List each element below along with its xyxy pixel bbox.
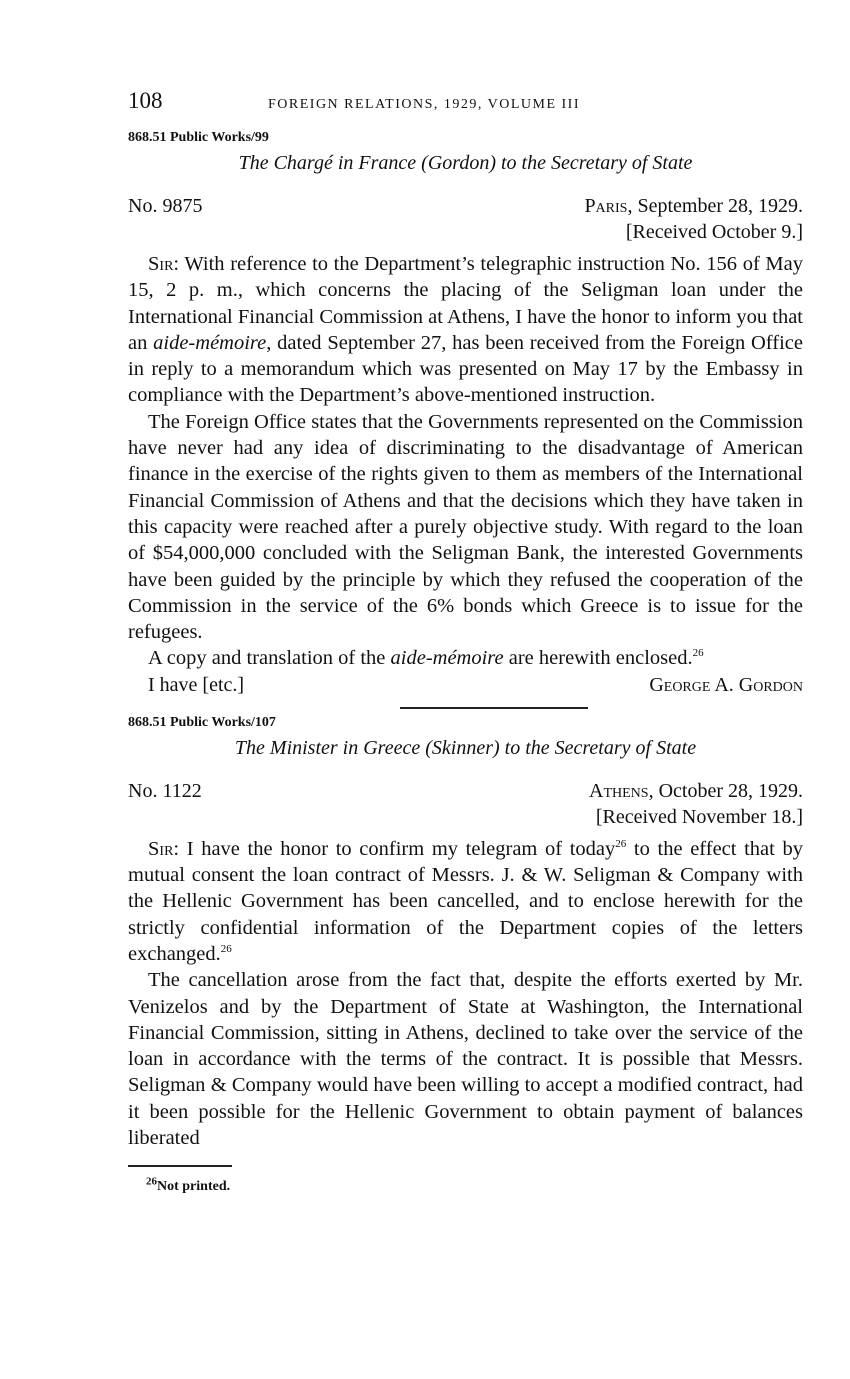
running-title: FOREIGN RELATIONS, 1929, VOLUME III xyxy=(268,97,581,112)
heading-text: The Chargé in France ( xyxy=(238,152,428,174)
footnote xyxy=(128,1175,803,1195)
received-date: [Received November 18.] xyxy=(595,805,803,828)
heading-name: Skinner xyxy=(431,736,493,759)
dateline xyxy=(128,193,803,219)
text: to the effect that by mutual consent the loan contract of Messrs. J. & W. Seligman & Company with the Hellenic Government has been cancelled, and to enclose herewith for the strictly confidential information of the Department copies of the letters exchanged. xyxy=(128,837,803,965)
heading-text: The Minister in Greece ( xyxy=(234,736,432,759)
paragraph xyxy=(128,836,803,967)
page-number: 108 xyxy=(128,88,163,113)
document-page xyxy=(128,88,803,1195)
date: , October 28, 1929. xyxy=(648,779,803,802)
footnote-rule xyxy=(128,1165,232,1167)
place-date xyxy=(584,193,803,219)
dateline xyxy=(128,778,803,804)
document-heading xyxy=(128,152,803,175)
closing-line xyxy=(128,672,803,698)
text: : I have the honor to confirm my telegram of today xyxy=(173,837,616,860)
italic-term: aide-mémoire xyxy=(390,647,504,670)
footnote-ref: 26 xyxy=(220,943,232,956)
section-divider xyxy=(400,707,588,709)
paragraph xyxy=(128,251,803,409)
text: A copy and translation of the xyxy=(148,647,391,670)
place: Paris xyxy=(584,195,628,217)
dispatch-number: No. 1122 xyxy=(128,779,202,802)
italic-term: aide-mémoire xyxy=(153,331,267,354)
document-heading xyxy=(128,737,803,760)
file-reference: 868.51 Public Works/99 xyxy=(128,130,269,145)
file-reference: 868.51 Public Works/107 xyxy=(128,714,276,730)
place-date xyxy=(589,778,803,804)
paragraph xyxy=(128,645,803,671)
footnote-marker: 26 xyxy=(146,1175,157,1188)
salutation: Sir xyxy=(148,837,174,860)
dispatch-number: No. 9875 xyxy=(128,195,203,217)
paragraph: The cancellation arose from the fact that, despite the efforts exerted by Mr. Venizelos and by the Department of State at Washington, the International Financial Commission, sitting in Athens, declined to take over the service of the loan in accordance with the terms of the contract. It is possible that Messrs. Seligman & Company would have been willing to accept a modified contract, had it been possible for the Hellenic Government to obtain payment of balances liberated xyxy=(128,969,803,1150)
place: Athens xyxy=(589,779,649,802)
running-header xyxy=(128,88,803,120)
heading-text: ) to the Secretary of State xyxy=(492,736,697,759)
salutation: Sir xyxy=(148,253,174,275)
footnote-ref: 26 xyxy=(615,837,627,850)
heading-text: ) to the Secretary of State xyxy=(489,152,693,174)
text: are herewith enclosed. xyxy=(503,647,693,670)
date: , September 28, 1929. xyxy=(627,195,803,217)
heading-name: Gordon xyxy=(427,152,490,174)
footnote-ref: 26 xyxy=(692,647,704,660)
footnote-text: Not printed. xyxy=(157,1179,231,1195)
signature: George A. Gordon xyxy=(649,673,803,696)
closing: I have [etc.] xyxy=(148,673,245,696)
received-date: [Received October 9.] xyxy=(625,221,803,243)
text: , dated September 27, has been received from the Foreign Office in reply to a memorandum which was presented on May 17 by the Embassy in compliance with the Department’s above-mentioned instruction. xyxy=(128,331,803,407)
paragraph: The Foreign Office states that the Governments represented on the Commission have never had any idea of discriminating to the disadvantage of American finance in the exercise of the rights given to them as members of the International Financial Commission of Athens and that the decisions which they have taken in this capacity were reached after a purely objective study. With regard to the loan of $54,000,000 concluded with the Seligman Bank, the interested Governments have been guided by the principle by which they refused the cooperation of the Commission in the service of the 6% bonds which Greece is to issue for the refugees. xyxy=(128,410,803,644)
text: : With reference to the Department’s telegraphic instruction No. 156 of May 15, 2 p. m., which concerns the placing of the Seligman loan under the International Financial Commission at Athens, I have the honor to inform you that an xyxy=(128,253,803,354)
